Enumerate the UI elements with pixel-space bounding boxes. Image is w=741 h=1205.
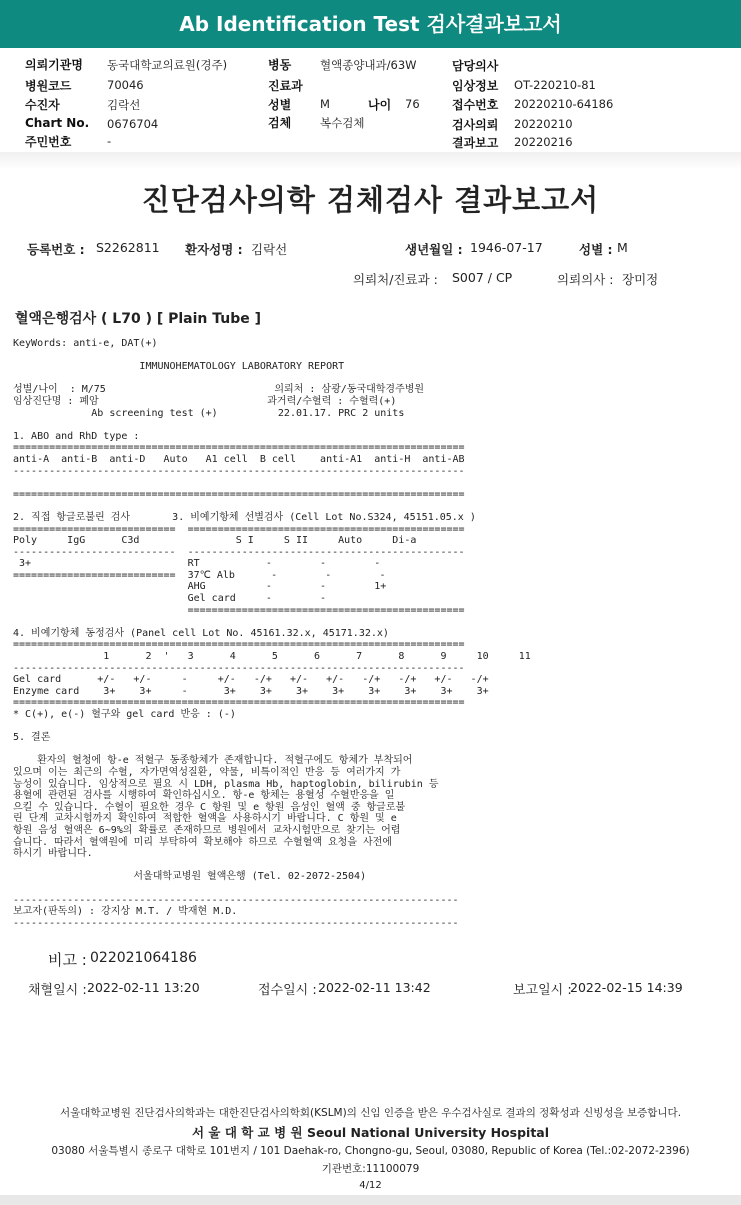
header-label: Chart No. [25, 116, 90, 130]
patient-name-label: 환자성명 : [185, 242, 243, 257]
report-title: 진단검사의학 검체검사 결과보고서 [141, 183, 600, 217]
header-label: 임상정보 [452, 79, 499, 93]
doctor-label: 의뢰의사 : [557, 272, 614, 287]
section-title: 혈액은행검사 ( L70 ) [ Plain Tube ] [15, 311, 262, 327]
header-value: OT-220210-81 [514, 78, 596, 92]
header-label: 수진자 [25, 98, 60, 112]
banner-title: Ab Identification Test 검사결과보고서 [179, 12, 562, 36]
certification-text: 서울대학교병원 진단검사의학과는 대한진단검사의학회(KSLM)의 신임 인증을 받은 우수검사실로 결과의 정확성과 신빙성을 보증합니다. [59, 1107, 682, 1119]
header-value: 복수검체 [320, 116, 365, 130]
header-label: 성별 [268, 98, 292, 112]
header-value: 20220216 [514, 135, 573, 149]
header-value: 70046 [107, 78, 144, 92]
reg-no-label: 등록번호 : [27, 242, 85, 257]
header-value: M [320, 97, 330, 111]
remark-label: 비고 : [48, 951, 87, 969]
sex: M [617, 240, 628, 255]
sex-label: 성별 : [579, 242, 613, 257]
institution-code: 기관번호:11100079 [321, 1163, 420, 1175]
hospital-address: 03080 서울특별시 종로구 대학로 101번지 / 101 Daehak-ro, Chongno-gu, Seoul, 03080, Republic of Korea (Tel.:02-2072-2396) [51, 1145, 690, 1157]
header-value: 0676704 [107, 117, 159, 131]
report-time: 2022-02-15 14:39 [570, 980, 683, 995]
header-value: - [107, 134, 112, 148]
doctor: 장미정 [622, 272, 659, 287]
header-value: 동국대학교의료원(경주) [107, 58, 228, 72]
header-label: 나이 [368, 98, 392, 112]
collect-label: 채혈일시 : [28, 983, 87, 998]
header-label: 병원코드 [25, 79, 72, 93]
hospital-name: 서 울 대 학 교 병 원 Seoul National University Hospital [191, 1125, 550, 1140]
header-value: 20220210-64186 [514, 97, 614, 111]
reg-no: S2262811 [96, 240, 160, 255]
dob-label: 생년월일 : [405, 242, 463, 257]
header-label: 주민번호 [25, 135, 72, 149]
bottom-bar [0, 1195, 741, 1205]
page-break-band [0, 152, 741, 170]
report-label: 보고일시 : [513, 983, 572, 998]
header-label: 접수번호 [452, 98, 499, 112]
dept-label: 의뢰처/진료과 : [353, 272, 438, 287]
header-value: 김락선 [107, 98, 141, 112]
patient-name: 김락선 [251, 242, 288, 257]
remark: 022021064186 [90, 950, 197, 966]
header-label: 진료과 [268, 79, 303, 93]
report-body: KeyWords: anti-e, DAT(+) IMMUNOHEMATOLOGY LABORATORY REPORT 성별/나이 : M/75 의뢰처 : 삼광/동국대학경주병원 임상진단명 : 폐암 과거력/수혈력 : 수혈력(+) Ab screening test (+) 22.01.17. PRC 2 units 1. ABO and RhD type : =========================================================================== anti-A anti-B anti-D Auto A1 cell B cell anti-A1 anti-H anti-AB --------------------------------------------------------------------------- =========================================================================== 2. 직접 항글로불린 검사 3. 비예기항체 선별검사 (Cell Lot No.S324, 45151.05.x ) =========================== ============================================== Poly IgG C3d S I S II Auto Di-a --------------------------- ---------------------------------------------- 3+ RT - - - =========================== 37℃ Alb - - - AHG - - 1+ Gel card - - ============================================== 4. 비예기항체 동정검사 (Panel cell Lot No. 45161.32.x, 45171.32.x) =========================================================================== 1 2 ' 3 4 5 6 7 8 9 10 11 --------------------------------------------------------------------------- Gel card +/- +/- - +/- -/+ +/- +/- -/+ -/+ +/- -/+ Enzyme card 3+ 3+ - 3+ 3+ 3+ 3+ 3+ 3+ 3+ 3+ =========================================================================== * C(+), e(-) 혈구와 gel card 반응 : (-) 5. 결론 환자의 혈청에 항-e 적혈구 동종항체가 존재합니다. 적혈구에도 항체가 부착되어 있으며 이는 최근의 수혈, 자가면역성질환, 약물, 비특이적인 반응 등 여러가지 가 능성이 있습니다. 임상적으로 필요 시 LDH, plasma Hb, haptoglobin, bilirubin 등 용혈에 관련된 검사를 시행하여 확인하십시오. 항-e 항체는 용혈성 수혈반응을 일 으킬 수 있습니다. 수혈이 필요한 경우 C 항원 및 e 항원 음성인 혈액 중 항글로불 린 단계 교차시험까지 확인하여 적합한 혈액을 사용하시기 바랍니다. C 항원 및 e 항원 음성 혈액은 6~9%의 확률로 존재하므로 병원에서 교차시험만으로 찾기는 어렵 습니다. 따라서 혈액원에 미리 부탁하여 확보해야 하므로 수혈혈액 요청을 사전에 하시기 바랍니다. 서울대학교병원 혈액은행 (Tel. 02-2072-2504) -------------------------------------------------------------------------- 보고자(판독의) : 강지상 M.T. / 박재현 M.D. -------------------------------------------------------------------------- [13, 338, 531, 929]
header-label: 검사의뢰 [452, 118, 499, 132]
header-label: 의뢰기관명 [25, 58, 83, 72]
header-label: 검체 [268, 116, 292, 130]
header-label: 결과보고 [452, 136, 499, 150]
dept: S007 / CP [452, 270, 513, 285]
dob: 1946-07-17 [470, 240, 543, 255]
header-label: 담당의사 [452, 59, 499, 73]
collect-time: 2022-02-11 13:20 [87, 980, 200, 995]
header-value: 20220210 [514, 117, 573, 131]
header-value: 76 [405, 97, 420, 111]
page-number: 4/12 [359, 1180, 382, 1191]
header-label: 병동 [268, 58, 292, 72]
receive-label: 접수일시 : [258, 983, 317, 998]
receive-time: 2022-02-11 13:42 [318, 980, 431, 995]
header-value: 혈액종양내과/63W [320, 58, 417, 72]
